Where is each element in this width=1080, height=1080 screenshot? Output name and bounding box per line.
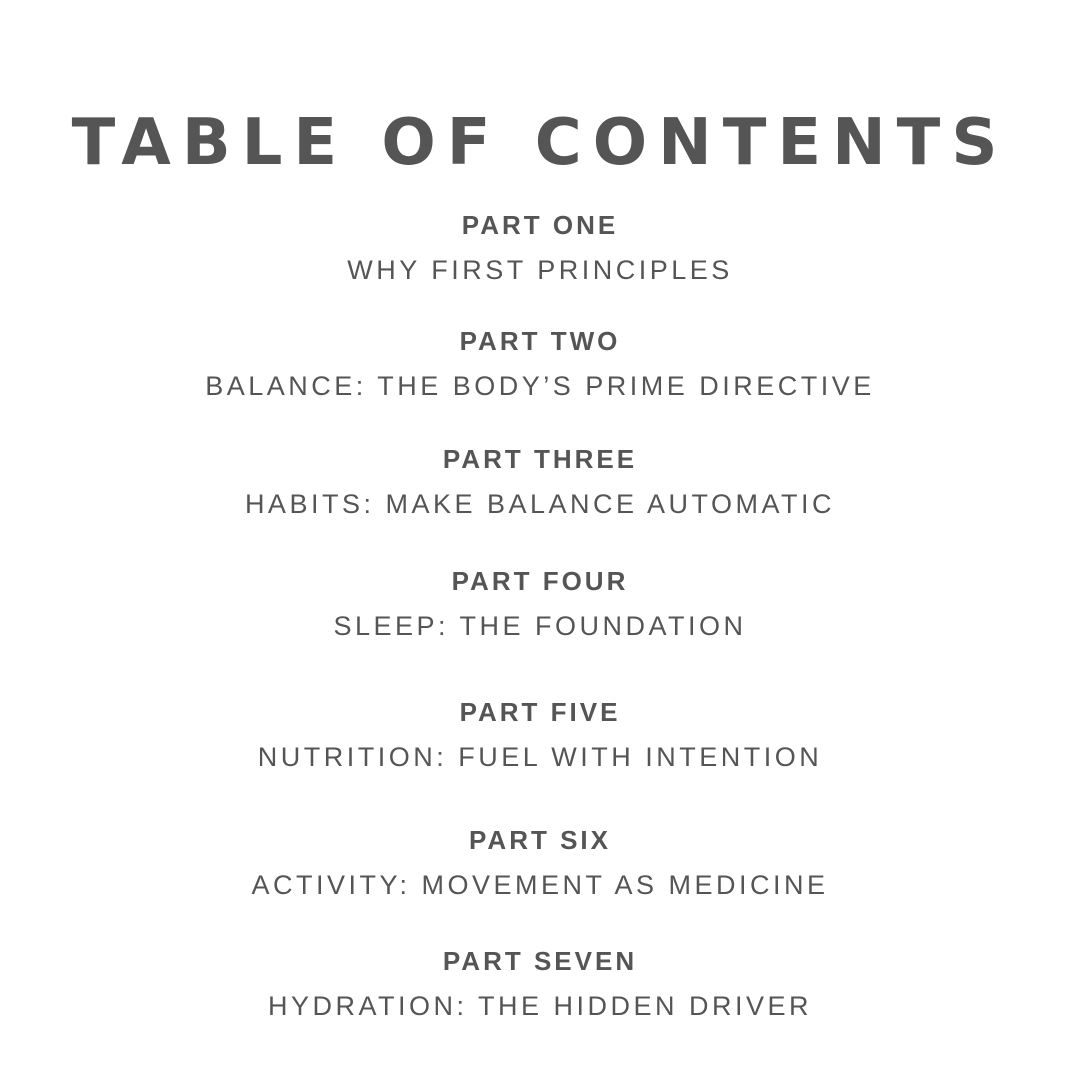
part-title: BALANCE: THE BODY’S PRIME DIRECTIVE bbox=[205, 371, 875, 401]
toc-entry-part-one bbox=[0, 210, 1080, 286]
page-title: TABLE OF CONTENTS bbox=[71, 105, 1009, 180]
part-title: NUTRITION: FUEL WITH INTENTION bbox=[257, 742, 823, 772]
part-label: PART THREE bbox=[442, 444, 638, 474]
part-label: PART FIVE bbox=[459, 697, 621, 727]
toc-entry-part-two bbox=[0, 326, 1080, 402]
part-label: PART SEVEN bbox=[442, 946, 638, 976]
part-title: WHY FIRST PRINCIPLES bbox=[347, 255, 733, 285]
part-label: PART ONE bbox=[461, 210, 619, 240]
part-label: PART TWO bbox=[459, 326, 621, 356]
toc-entry-part-three bbox=[0, 444, 1080, 520]
toc-entry-part-six bbox=[0, 825, 1080, 901]
toc-entry-part-four bbox=[0, 566, 1080, 642]
part-label: PART FOUR bbox=[451, 566, 629, 596]
toc-entry-part-seven bbox=[0, 946, 1080, 1022]
part-title: HABITS: MAKE BALANCE AUTOMATIC bbox=[244, 489, 836, 519]
part-title: ACTIVITY: MOVEMENT AS MEDICINE bbox=[251, 870, 829, 900]
part-label: PART SIX bbox=[469, 825, 611, 855]
toc-entry-part-five bbox=[0, 697, 1080, 773]
part-title: HYDRATION: THE HIDDEN DRIVER bbox=[267, 991, 813, 1021]
part-title: SLEEP: THE FOUNDATION bbox=[333, 611, 747, 641]
